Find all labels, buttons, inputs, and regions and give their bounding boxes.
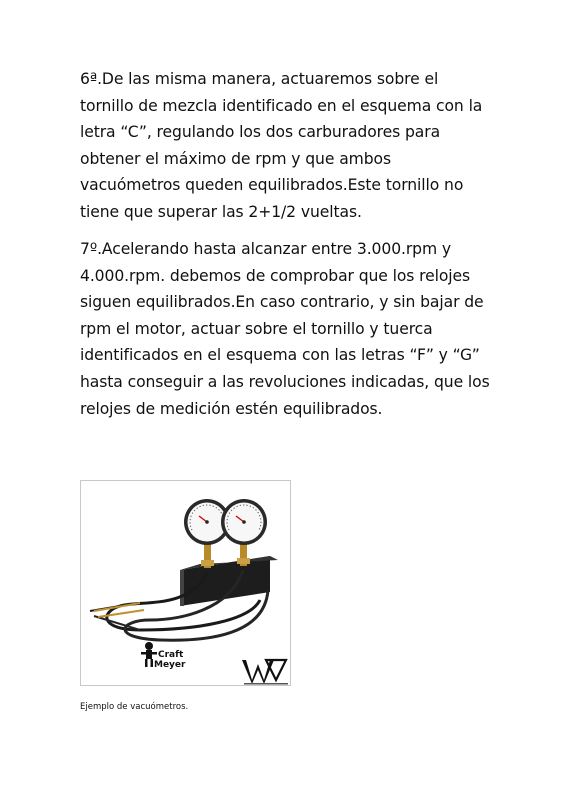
svg-text:Craft: Craft	[158, 650, 184, 660]
vacuum-gauge-photo	[80, 480, 291, 686]
paragraph-step-7: 7º.Acelerando hasta alcanzar entre 3.000.rpm y 4.000.rpm. debemos de comprobar que los relojes siguen equilibrados.En caso contrario, y sin bajar de rpm el motor, actuar sobre el tornillo y tuerca identificados en el esquema con las letras “F” y “G” hasta conseguir a las revoluciones indicadas, que los relojes de medición estén equilibrados.	[80, 240, 490, 418]
figure-caption: Ejemplo de vacuómetros.	[80, 702, 189, 712]
svg-text:Meyer: Meyer	[154, 660, 186, 670]
paragraph-step-6: 6ª.De las misma manera, actuaremos sobre el tornillo de mezcla identificado en el esquema con la letra “C”, regulando los dos carburadores para obtener el máximo de rpm y que ambos vacuómetros queden equilibrados.Este tornillo no tiene que superar las 2+1/2 vueltas.	[80, 70, 483, 221]
